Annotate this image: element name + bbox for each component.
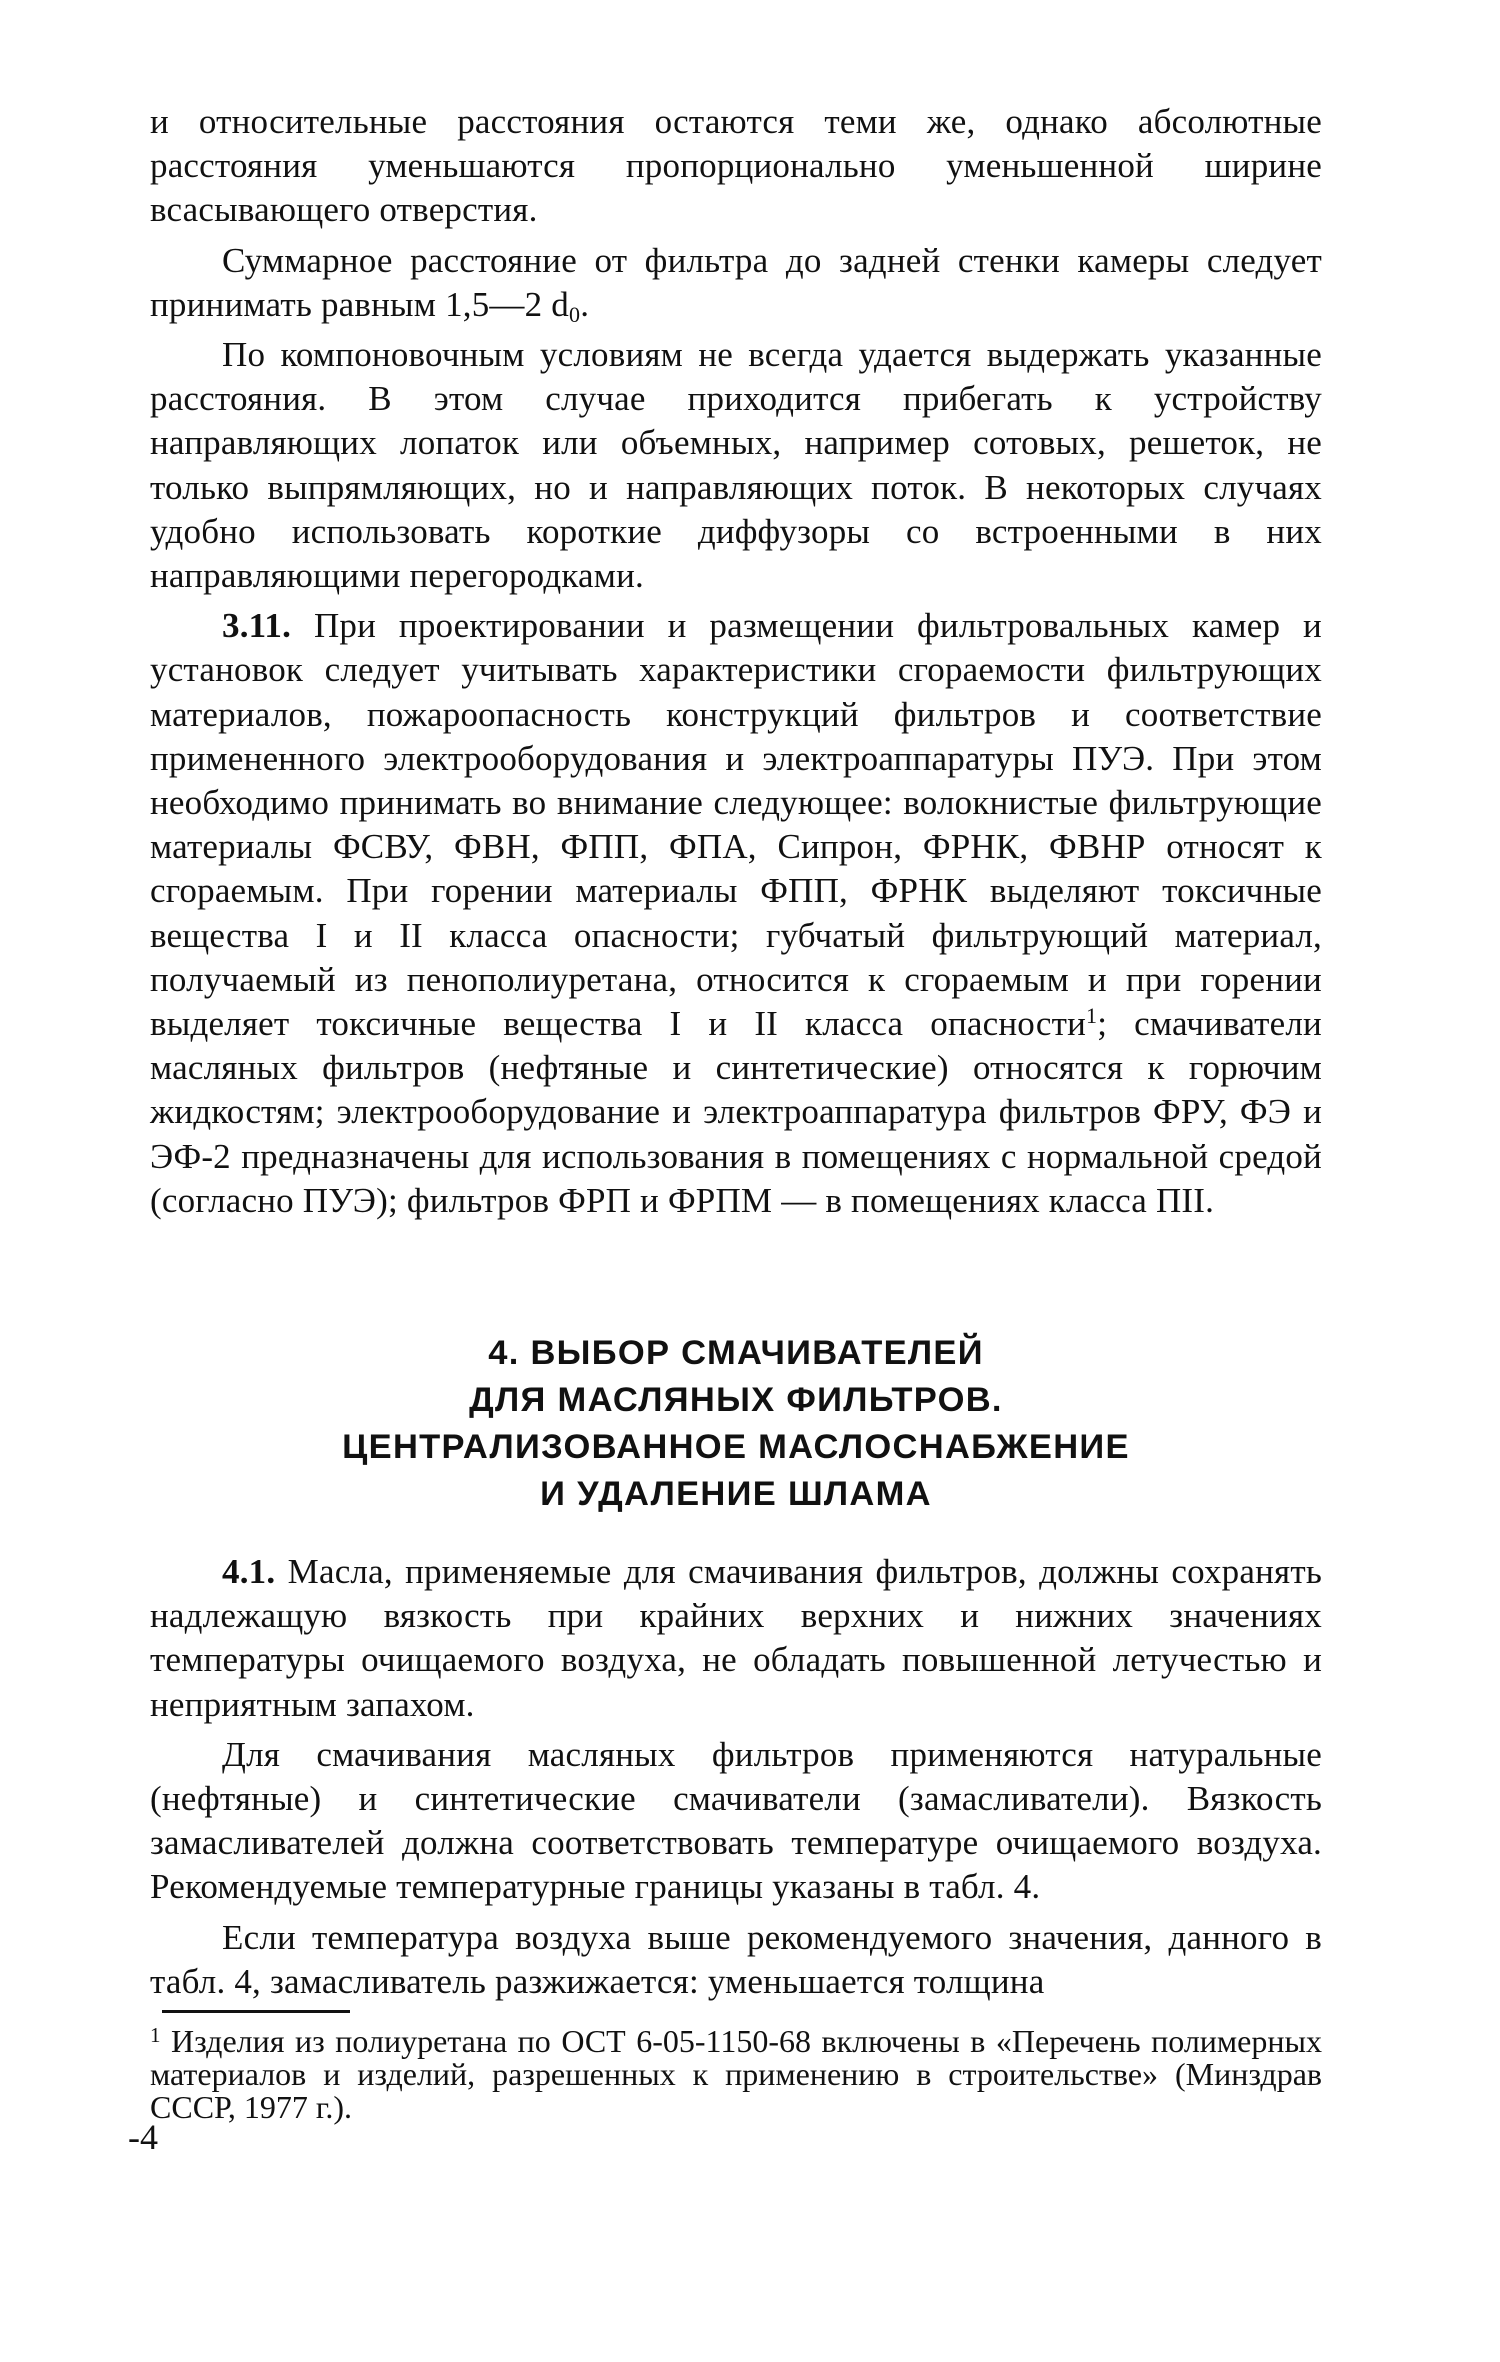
paragraph-layout-conditions: По компоновочным условиям не всегда удается выдержать указанные расстояния. В этом случае приходится прибегать к устройству направляющих лопаток или объемных, например сотовых, решеток, не только выпрямляющих, но и направляющих поток. В некоторых случаях удобно использовать короткие диффузоры со встроенными в них направляющими перегородками. [150, 335, 1322, 596]
paragraph-total-distance: Суммарное расстояние от фильтра до задней стенки камеры следует принимать равным 1,5—2 d0. [150, 240, 1322, 327]
heading-line: ДЛЯ МАСЛЯНЫХ ФИЛЬТРОВ. [469, 1381, 1003, 1419]
paragraph-temperature: Если температура воздуха выше рекомендуемого значения, данного в табл. 4, замасливатель разжижается: уменьшается толщина [150, 1917, 1322, 2001]
paragraph-oils-used: Для смачивания масляных фильтров применяются натуральные (нефтяные) и синтетические смачиватели (замасливатели). Вязкость замасливателей должна соответствовать температуре очищаемого воздуха. Рекомендуемые температурные границы указаны в табл. 4. [150, 1734, 1322, 1907]
paragraph-3-11: 3.11. При проектировании и размещении фильтровальных камер и установок следует учитывать характеристики сгораемости фильтрующих материалов, пожароопасность конструкций фильтров и соответствие примененного электрооборудования и электроаппаратуры ПУЭ. При этом необходимо принимать во внимание следующее: волокнистые фильтрующие материалы ФСВУ, ФВН, ФПП, ФПА, Сипрон, ФРНК, ФВНР относят к сгораемым. При горении материалы ФПП, ФРНК выделяют токсичные вещества I и II класса опасности; губчатый фильтрующий материал, получаемый из пенополиуретана, относится к сгораемым и при горении выделяет токсичные вещества I и II класса опасности$^1$; смачиватели масляных фильтров (нефтяные и синтетические) относятся к горючим жидкостям; электрооборудование и электроаппаратура фильтров ФРУ, ФЭ и ЭФ-2 предназначены для использования в помещениях с нормальной средой (согласно ПУЭ); фильтров ФРП и ФРПМ — в помещениях класса ПII. [150, 606, 1322, 1220]
heading-line: И УДАЛЕНИЕ ШЛАМА [540, 1475, 932, 1513]
footnote-text: Изделия из полиуретана по ОСТ 6-05-1150-68 включены в «Перечень полимерных материалов и изделий, разрешенных к применению в строительстве» (Минздрав СССР, 1977 г.). [150, 2023, 1322, 2125]
paragraph-4-1: 4.1. Масла, применяемые для смачивания фильтров, должны сохранять надлежащую вязкость при крайних верхних и нижних значениях температуры очищаемого воздуха, не обладать повышенной летучестью и неприятным запахом. [150, 1552, 1322, 1724]
clause-number: 3.11. [222, 606, 292, 646]
page-number: -4 [128, 2117, 158, 2157]
clause-number: 4.1. [222, 1552, 276, 1591]
heading-line: ЦЕНТРАЛИЗОВАННОЕ МАСЛОСНАБЖЕНИЕ [342, 1428, 1130, 1466]
footnote [150, 2025, 1322, 2124]
top-text-block [150, 100, 1322, 1223]
footnote-divider [162, 2010, 350, 2013]
heading-line: 4. ВЫБОР СМАЧИВАТЕЛЕЙ [488, 1334, 984, 1372]
paragraph-continuation: и относительные расстояния остаются теми же, однако абсолютные расстояния уменьшаются пропорционально уменьшенной ширине всасывающего отверстия. [150, 102, 1322, 230]
bottom-text-block [150, 1550, 1322, 2004]
footnote-mark: 1 [150, 2023, 161, 2047]
section-heading [150, 1330, 1322, 1518]
footnote-reference: 1 [1086, 1003, 1098, 1029]
